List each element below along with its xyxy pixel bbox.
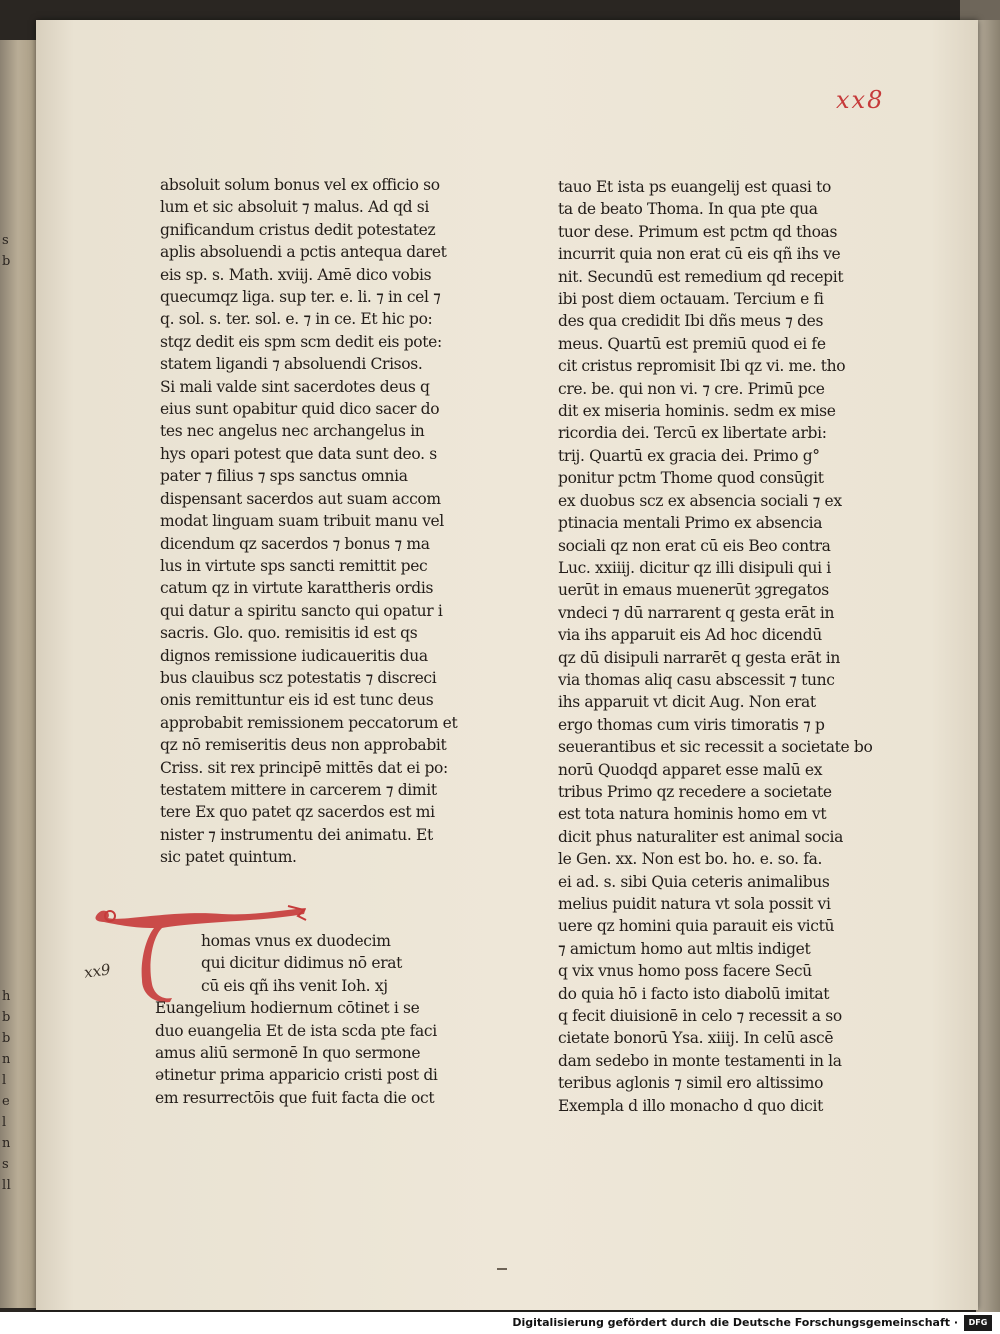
text-line: tribus Primo qz recedere a societate	[558, 782, 832, 801]
text-line: nister ⁊ instrumentu dei animatu. Et	[160, 825, 433, 844]
margin-glyph	[2, 524, 30, 545]
text-line: dicit phus naturaliter est animal socia	[558, 827, 843, 846]
margin-glyph	[2, 377, 30, 398]
text-line: meus. Quartū est premiū quod ei fe	[558, 334, 826, 353]
text-line: ǝtinetur prima apparicio cristi post di	[155, 1066, 438, 1085]
text-line: quecumqz liga. sup ter. e. li. ⁊ in cel ⁊	[160, 288, 441, 307]
margin-glyph	[2, 839, 30, 860]
text-line: uerūt in emaus muenerūt ȝgregatos	[558, 581, 829, 600]
text-line: melius puidit natura vt sola possit vi	[558, 895, 831, 913]
text-line: ta de beato Thoma. In qua pte qua	[558, 200, 818, 219]
text-line: Si mali valde sint sacerdotes deus q	[160, 377, 430, 396]
text-line: seuerantibus et sic recessit a societate bo	[558, 738, 873, 757]
margin-glyph	[2, 272, 30, 293]
text-line: Luc. xxiiij. dicitur qz illi disipuli qui i	[558, 558, 831, 577]
text-line: cū eis qñ ihs venit Ioh. xj	[201, 976, 388, 995]
margin-glyph: b	[2, 1010, 11, 1025]
text-line: teribus aglonis ⁊ simil ero altissimo	[558, 1074, 824, 1093]
text-line: gnificandum cristus dedit potestatez	[160, 220, 436, 239]
margin-glyph	[2, 356, 30, 377]
text-line: ergo thomas cum viris timoratis ⁊ p	[558, 715, 825, 734]
text-line: est tota natura hominis homo em vt	[558, 805, 827, 824]
text-line: cre. be. qui non vi. ⁊ cre. Primū pce	[558, 379, 825, 398]
text-line: aplis absoluendi a pctis antequa daret	[160, 243, 447, 262]
text-line: bus clauibus scz potestatis ⁊ discreci	[160, 668, 437, 687]
margin-glyph	[2, 629, 30, 650]
text-line: le Gen. xx. Non est bo. ho. e. so. fa.	[558, 850, 823, 869]
text-line: sociali qz non erat cū eis Beo contra	[558, 536, 831, 555]
text-line: absoluit solum bonus vel ex officio so	[160, 176, 440, 194]
margin-glyph: n	[2, 1052, 11, 1067]
margin-glyph: s	[2, 233, 10, 248]
text-line: incurrit quia non erat cū eis qñ ihs ve	[558, 245, 841, 264]
margin-glyph	[2, 902, 30, 923]
text-line: ex duobus scz ex absencia sociali ⁊ ex	[558, 491, 842, 510]
text-line: ptinacia mentali Primo ex absencia	[558, 514, 823, 533]
text-line: Euangelium hodiernum cōtinet i se	[155, 999, 420, 1018]
footer-credit: Digitalisierung gefördert durch die Deutsche Forschungsgemeinschaft ·	[512, 1316, 958, 1329]
text-line: vndeci ⁊ dū narrarent q gesta erāt in	[558, 603, 835, 622]
margin-glyph: n	[2, 1136, 11, 1151]
text-line: testatem mittere in carcerem ⁊ dimit	[160, 780, 437, 799]
margin-glyph	[2, 503, 30, 524]
text-line: Exempla d illo monacho d quo dicit	[558, 1096, 823, 1115]
text-line: ihs apparuit vt dicit Aug. Non erat	[558, 693, 816, 712]
margin-glyph	[2, 944, 30, 965]
margin-glyph	[2, 713, 30, 734]
text-line: modat linguam suam tribuit manu vel	[160, 512, 444, 531]
margin-glyph	[2, 314, 30, 335]
margin-glyph: b	[2, 1031, 11, 1046]
text-line: dignos remissione iudicaueritis dua	[160, 646, 428, 665]
text-line: cit cristus repromisit Ibi qz vi. me. tho	[558, 357, 846, 376]
previous-page-margin-text	[2, 230, 30, 1196]
text-line: cietate bonorū Ysa. xiiij. In celū ascē	[558, 1029, 834, 1048]
text-line: qui dicitur didimus nō erat	[201, 954, 403, 973]
margin-glyph	[2, 776, 30, 797]
text-line: eius sunt opabitur quid dico sacer do	[160, 400, 440, 419]
margin-glyph	[2, 860, 30, 881]
margin-glyph	[2, 587, 30, 608]
right-text-column	[558, 176, 878, 1117]
text-line: catum qz in virtute karattheris ordis	[160, 579, 434, 598]
text-line: tauo Et ista ps euangelij est quasi to	[558, 178, 831, 196]
text-line: qui datur a spiritu sancto qui opatur i	[160, 601, 443, 620]
text-line: ⁊ amictum homo aut mltis indiget	[558, 939, 811, 958]
footer-bar	[0, 1312, 1000, 1334]
text-line: norū Quodqd apparet esse malū ex	[558, 760, 823, 779]
margin-glyph	[2, 482, 30, 503]
text-line: hys opari potest que data sunt deo. s	[160, 444, 437, 463]
text-line: em resurrectōis que fuit facta die oct	[155, 1088, 435, 1107]
text-line: des qua credidit Ibi dñs meus ⁊ des	[558, 312, 824, 331]
margin-glyph	[2, 398, 30, 419]
text-line: ibi post diem octauam. Tercium e fi	[558, 290, 824, 309]
text-line: tes nec angelus nec archangelus in	[160, 422, 425, 441]
text-line: trij. Quartū ex gracia dei. Primo g°	[558, 446, 820, 465]
margin-glyph	[2, 545, 30, 566]
text-line: qz dū disipuli narrarēt q gesta erāt in	[558, 648, 840, 667]
margin-glyph: e	[2, 1094, 11, 1109]
text-line: lum et sic absoluit ⁊ malus. Ad qd si	[160, 198, 430, 217]
text-line: via ihs apparuit eis Ad hoc dicendū	[558, 626, 822, 645]
margin-glyph	[2, 755, 30, 776]
margin-glyph	[2, 671, 30, 692]
margin-glyph	[2, 419, 30, 440]
margin-glyph	[2, 293, 30, 314]
text-line: lus in virtute sps sancti remittit pec	[160, 556, 428, 575]
text-line: stqz dedit eis spm scm dedit eis pote:	[160, 332, 442, 351]
text-line: Criss. sit rex principē mittēs dat ei po:	[160, 758, 448, 777]
margin-glyph	[2, 335, 30, 356]
text-line: nit. Secundū est remedium qd recepit	[558, 267, 844, 286]
text-line: approbabit remissionem peccatorum et	[160, 713, 458, 732]
page-edge-right	[976, 20, 1000, 1312]
text-line: ricordia dei. Tercū ex libertate arbi:	[558, 424, 827, 443]
text-line: dicendum qz sacerdos ⁊ bonus ⁊ ma	[160, 534, 430, 553]
margin-glyph	[2, 881, 30, 902]
text-line: onis remittuntur eis id est tunc deus	[160, 691, 434, 710]
margin-glyph	[2, 818, 30, 839]
sermon-section-text	[155, 930, 485, 1109]
text-line: dispensant sacerdos aut suam accom	[160, 489, 441, 508]
text-line: ponitur pctm Thome quod consūgit	[558, 469, 824, 488]
margin-glyph	[2, 566, 30, 587]
text-line: ei ad. s. sibi Quia ceteris animalibus	[558, 872, 830, 891]
margin-glyph	[2, 965, 30, 986]
text-line: do quia hō i facto isto diabolū imitat	[558, 984, 830, 1003]
dfg-logo: DFG	[964, 1315, 992, 1331]
margin-glyph	[2, 923, 30, 944]
text-line: amus aliū sermonē In quo sermone	[155, 1044, 421, 1063]
text-line: dit ex miseria hominis. sedm ex mise	[558, 402, 836, 421]
margin-note: xx9	[82, 960, 112, 982]
margin-glyph: h	[2, 989, 11, 1004]
margin-glyph: l	[2, 1073, 7, 1088]
margin-glyph: s	[2, 1157, 10, 1172]
previous-page-edge	[0, 40, 40, 1308]
text-line: dam sedebo in monte testamenti in la	[558, 1051, 842, 1070]
text-line: q vix vnus homo poss facere Secū	[558, 962, 812, 981]
margin-glyph: ll	[2, 1178, 12, 1193]
margin-glyph	[2, 797, 30, 818]
text-line: uere qz homini quia parauit eis victū	[558, 917, 835, 936]
text-line: q fecit diuisionē in celo ⁊ recessit a so	[558, 1007, 842, 1026]
text-line: sic patet quintum.	[160, 848, 297, 867]
margin-glyph: b	[2, 254, 11, 269]
text-line: pater ⁊ filius ⁊ sps sanctus omnia	[160, 467, 408, 486]
margin-glyph	[2, 692, 30, 713]
page-mark	[497, 1268, 507, 1270]
text-line: via thomas aliq casu abscessit ⁊ tunc	[558, 670, 835, 689]
left-text-column	[160, 174, 480, 869]
margin-glyph	[2, 608, 30, 629]
text-line: duo euangelia Et de ista scda pte faci	[155, 1021, 437, 1040]
text-line: statem ligandi ⁊ absoluendi Crisos.	[160, 355, 423, 374]
margin-glyph	[2, 650, 30, 671]
text-line: q. sol. s. ter. sol. e. ⁊ in ce. Et hic po:	[160, 310, 433, 329]
margin-glyph	[2, 461, 30, 482]
text-line: qz nō remiseritis deus non approbabit	[160, 736, 447, 755]
folio-number: xx8	[836, 86, 885, 114]
text-line: tuor dese. Primum est pctm qd thoas	[558, 222, 838, 241]
text-line: eis sp. s. Math. xviij. Amē dico vobis	[160, 265, 432, 284]
margin-glyph: l	[2, 1115, 7, 1130]
text-line: homas vnus ex duodecim	[201, 932, 391, 950]
margin-glyph	[2, 734, 30, 755]
margin-glyph	[2, 440, 30, 461]
text-line: sacris. Glo. quo. remisitis id est qs	[160, 624, 418, 643]
text-line: tere Ex quo patet qz sacerdos est mi	[160, 803, 435, 822]
